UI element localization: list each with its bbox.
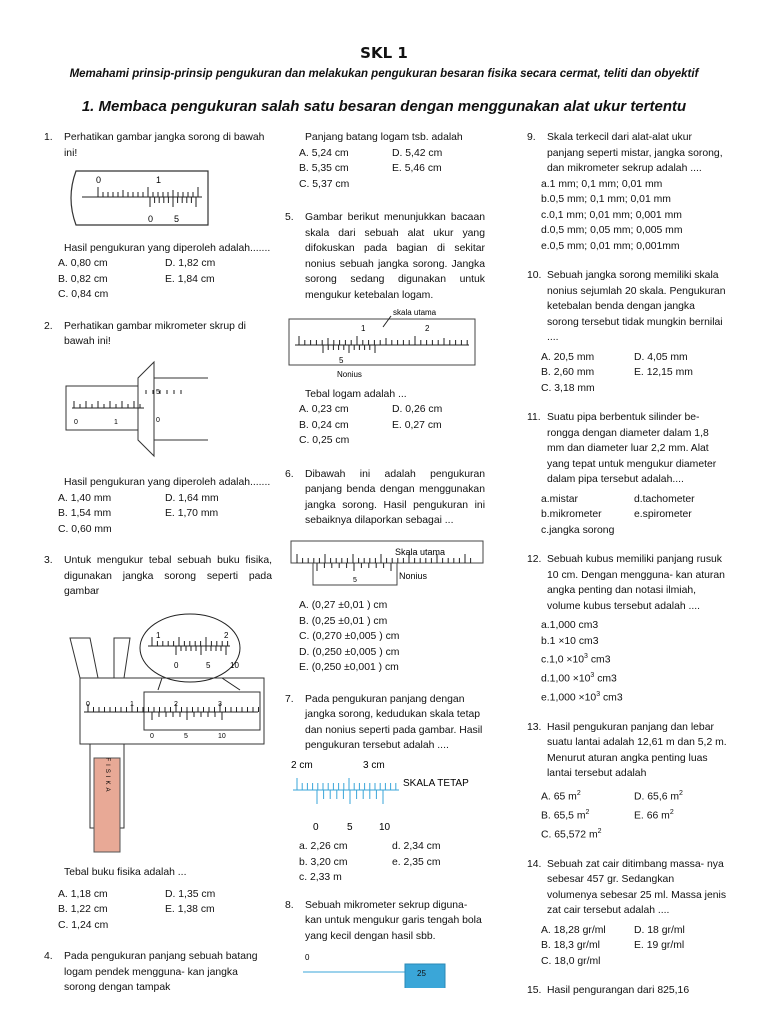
answer-option[interactable]: B. 2,60 mm xyxy=(541,367,595,378)
vernier-figure-7 xyxy=(287,756,483,834)
answer-option[interactable]: $e.1,000 \times 10^3$ cm3 xyxy=(541,690,623,704)
scale-label: SKALA TETAP xyxy=(403,777,469,789)
question-number: 7. xyxy=(285,693,294,705)
vernier-figure-1 xyxy=(62,167,212,229)
answer-option[interactable]: D. 0,26 cm xyxy=(392,404,443,415)
answer-option[interactable]: C. 3,18 mm xyxy=(541,382,595,394)
tick-label: 0 xyxy=(74,418,78,426)
question-number: 10. xyxy=(527,270,542,281)
question-15 xyxy=(527,983,727,999)
column-3 xyxy=(527,130,727,1011)
question-number: 13. xyxy=(527,721,542,733)
page-subtitle: Memahami prinsip-prinsip pengukuran dan melakukan pengukuran besaran fisika secara cermat, teliti dan obyektif xyxy=(69,68,699,80)
answer-option[interactable]: d. 2,34 cm xyxy=(392,841,441,852)
answer-option[interactable]: A. 0,23 cm xyxy=(299,404,349,415)
answer-option[interactable]: B. (0,25 ±0,01 ) cm xyxy=(299,615,388,627)
answer-option[interactable]: $d.1,00 \times 10^3$ cm3 xyxy=(541,671,617,685)
tick-label: 0 xyxy=(156,416,160,424)
answer-options xyxy=(527,492,727,539)
answer-option[interactable]: E. 1,70 mm xyxy=(165,508,219,519)
scale-label: Nonius xyxy=(337,370,362,379)
answer-option[interactable]: E. 1,38 cm xyxy=(165,904,215,915)
tick-label: 5 xyxy=(353,576,357,584)
answer-option[interactable]: E. 12,15 mm xyxy=(634,367,693,378)
answer-options xyxy=(527,786,727,843)
answer-option[interactable]: $c.1,0 \times 10^3$ cm3 xyxy=(541,653,611,666)
tick-label: 0 xyxy=(305,953,310,962)
question-prompt: Tebal buku fisika adalah ... xyxy=(64,867,187,878)
answer-option[interactable]: C. 5,37 cm xyxy=(299,178,350,190)
answer-option[interactable]: b. 3,20 cm xyxy=(299,856,348,868)
question-8 xyxy=(285,898,485,994)
question-number: 6. xyxy=(285,468,294,480)
question-number: 14. xyxy=(527,858,542,870)
answer-option[interactable]: B. 1,54 mm xyxy=(58,508,112,519)
answer-option[interactable]: B. 5,35 cm xyxy=(299,163,349,174)
question-number: 11. xyxy=(527,412,541,423)
answer-option[interactable]: E. 19 gr/ml xyxy=(634,940,685,952)
tick-label: 1 xyxy=(361,324,366,333)
question-text: Sebuah mikrometer sekrup diguna- kan untuk mengukur garis tengah bola yang kecil dengan hasil sbb. xyxy=(305,899,482,942)
question-4 xyxy=(44,949,272,996)
tick-label: 0 xyxy=(86,700,90,708)
question-number: 1. xyxy=(44,132,53,143)
question-number: 5. xyxy=(285,212,294,223)
answer-option[interactable]: A. 18,28 gr/ml xyxy=(541,924,606,936)
answer-options xyxy=(285,839,485,886)
question-text: Suatu pipa berbentuk silinder be- rongga dengan diameter dalam 1,8 mm dan diameter luar 2,2 mm. Alat yang tepat untuk mengukur diameter dalam pipa tersebut adalah.... xyxy=(547,412,717,485)
question-text: Perhatikan gambar jangka sorong di bawah ini! xyxy=(64,132,265,159)
question-number: 8. xyxy=(285,899,294,911)
question-prompt: Hasil pengukuran yang diperoleh adalah....... xyxy=(64,477,271,488)
question-text: Gambar berikut menunjukkan bacaan skala dari sebuah alat ukur yang difokuskan pada bagian di sekitar nonius sebuah jangka sorong. Jangka sorong sedang digunakan untuk mengukur ketebalan logam. xyxy=(305,212,485,301)
answer-options xyxy=(285,598,485,676)
answer-option[interactable]: e. 2,35 cm xyxy=(392,856,441,868)
answer-option[interactable]: D. 5,42 cm xyxy=(392,147,443,159)
answer-options xyxy=(285,146,485,193)
answer-option[interactable]: C. 65,572 $m^2$ xyxy=(541,827,602,841)
unit: cm3 xyxy=(600,692,623,704)
answer-option[interactable]: A. 0,80 cm xyxy=(58,258,108,269)
answer-option[interactable]: c.jangka sorong xyxy=(541,524,615,536)
exponent: 2 xyxy=(576,789,581,797)
answer-options xyxy=(285,402,485,449)
question-text: Perhatikan gambar mikrometer skrup di bawah ini! xyxy=(64,320,246,347)
exponent: 2 xyxy=(669,808,674,816)
question-6 xyxy=(285,467,485,676)
answer-options xyxy=(527,177,727,255)
answer-option[interactable]: b.0,5 mm; 0,1 mm; 0,01 mm xyxy=(541,194,671,205)
unit: cm3 xyxy=(587,654,611,666)
tick-label: 5 xyxy=(156,388,160,396)
answer-option[interactable]: B. 18,3 gr/ml xyxy=(541,940,600,952)
answer-option[interactable]: C. 0,84 cm xyxy=(58,289,109,300)
answer-option[interactable]: D. 1,64 mm xyxy=(165,492,219,504)
tick-label: 5 xyxy=(174,214,180,224)
question-prompt: Panjang batang logam tsb. adalah xyxy=(305,132,463,143)
answer-option[interactable]: C. 0,60 mm xyxy=(58,523,112,535)
question-9 xyxy=(527,130,727,254)
question-number: 2. xyxy=(44,320,53,332)
question-1 xyxy=(44,130,272,303)
answer-option[interactable]: B. 65,5 $m^2$ xyxy=(541,808,590,822)
tick-label: 0 xyxy=(174,660,179,670)
answer-option[interactable]: c. 2,33 m xyxy=(299,872,342,883)
tick-label: 0 xyxy=(96,175,102,185)
question-text: Sebuah kubus memiliki panjang rusuk 10 cm. Dengan mengguna- kan aturan angka penting dan notasi ilmiah, volume kubus tersebut adalah .... xyxy=(547,554,725,612)
answer-option[interactable]: B. 0,24 cm xyxy=(299,419,349,431)
question-text: Pada pengukuran panjang dengan jangka sorong, kedudukan skala tetap dan nonius seperti pada gambar. Hasil pengukuran tersebut adalah .... xyxy=(305,693,483,751)
answer-options xyxy=(527,350,727,397)
answer-option[interactable]: a.mistar xyxy=(541,493,578,505)
answer-option[interactable]: D. 65,6 $m^2$ xyxy=(634,789,683,803)
question-text: Untuk mengukur tebal sebuah buku fisika, digunakan jangka sorong seperti pada gambar xyxy=(64,555,272,597)
answer-option[interactable]: e.0,5 mm; 0,01 mm; 0,001mm xyxy=(541,240,680,252)
answer-option[interactable]: E. 1,84 cm xyxy=(165,273,215,285)
question-prompt: Hasil pengukuran yang diperoleh adalah....... xyxy=(64,242,271,254)
answer-option[interactable]: B. 0,82 cm xyxy=(58,273,108,285)
exponent: 3 xyxy=(596,690,601,698)
question-text: Sebuah jangka sorong memiliki skala nonius sejumlah 20 skala. Pengukuran ketebalan benda dengan jangka sorong tersebut tidak mungkin bernilai .... xyxy=(547,270,726,343)
tick-label: 2 xyxy=(224,630,229,640)
question-text: Hasil pengurangan dari 825,16 xyxy=(547,985,690,997)
answer-options xyxy=(44,491,272,538)
answer-option[interactable]: C. 0,25 cm xyxy=(299,435,350,446)
tick-label: 0 xyxy=(150,732,154,740)
tick-label: 1 xyxy=(114,418,118,426)
answer-option[interactable]: E. 66 $m^2$ xyxy=(634,808,674,822)
tick-label: 1 xyxy=(156,630,161,640)
answer-option[interactable]: b.1 ×10 cm3 xyxy=(541,635,599,647)
answer-options xyxy=(527,618,727,706)
tick-label: 2 xyxy=(174,700,178,708)
tick-label: 10 xyxy=(218,732,226,740)
answer-option[interactable]: A. (0,27 ±0,01 ) cm xyxy=(299,600,388,611)
tick-label: 1 xyxy=(130,700,134,708)
vernier-figure-5 xyxy=(287,305,483,381)
question-number: 15. xyxy=(527,985,542,997)
question-number: 9. xyxy=(527,132,536,143)
column-1 xyxy=(44,130,272,1008)
caliper-book-figure xyxy=(44,608,272,854)
question-12 xyxy=(527,552,727,706)
micrometer-figure xyxy=(62,356,212,464)
tick-label: 2 xyxy=(425,324,430,333)
question-3 xyxy=(44,553,272,933)
question-text: Sebuah zat cair ditimbang massa- nya sebesar 457 gr. Sedangkan volumenya sebesar 25 ml. Massa jenis zat cair tersebut adalah .... xyxy=(547,858,727,917)
scale-label: Skala utama xyxy=(395,546,446,557)
question-13 xyxy=(527,720,727,843)
answer-option[interactable]: B. 1,22 cm xyxy=(58,904,108,915)
tick-label: 5 xyxy=(206,660,211,670)
tick-label: 10 xyxy=(379,821,391,833)
question-text: Skala terkecil dari alat-alat ukur panjang seperti mistar, jangka sorong, dan mikrometer sekrup adalah .... xyxy=(547,132,723,174)
question-prompt: Tebal logam adalah ... xyxy=(305,388,407,400)
page-title: SKL 1 xyxy=(360,44,408,62)
question-text: Dibawah ini adalah pengukuran panjang benda dengan menggunakan jangka sorong. Hasil pengukuran ini sebaiknya dilaporkan sebagai ... xyxy=(305,468,485,526)
answer-options xyxy=(44,256,272,303)
answer-option[interactable]: C. (0,270 ±0,005 ) cm xyxy=(299,631,400,642)
question-4-continued xyxy=(285,130,485,192)
tick-label: 5 xyxy=(347,821,353,833)
question-2 xyxy=(44,319,272,538)
question-5 xyxy=(285,210,485,449)
answer-option[interactable]: A. 1,40 mm xyxy=(58,492,112,504)
question-number: 12. xyxy=(527,554,542,565)
column-2 xyxy=(285,130,485,1006)
answer-option[interactable]: D. (0,250 ±0,005 ) cm xyxy=(299,646,400,658)
exponent: 2 xyxy=(679,789,683,797)
question-number: 4. xyxy=(44,951,53,962)
question-10 xyxy=(527,268,727,396)
tick-label: 10 xyxy=(230,660,239,670)
question-7 xyxy=(285,692,485,886)
question-number: 3. xyxy=(44,555,53,566)
answer-option[interactable]: c.0,1 mm; 0,01 mm; 0,001 mm xyxy=(541,209,682,221)
book-label: FISIKA xyxy=(104,756,110,795)
vernier-figure-6 xyxy=(287,535,487,593)
tick-label: 1 xyxy=(156,175,162,185)
answer-option[interactable]: D. 1,35 cm xyxy=(165,888,216,900)
micrometer-figure-8 xyxy=(287,948,483,988)
answer-option[interactable]: E. (0,250 ±0,001 ) cm xyxy=(299,662,399,673)
answer-option[interactable]: D. 4,05 mm xyxy=(634,351,688,363)
answer-option[interactable]: A. 5,24 cm xyxy=(299,147,349,159)
answer-option[interactable]: C. 18,0 gr/ml xyxy=(541,955,601,967)
section-heading: 1. Membaca pengukuran salah satu besaran dengan menggunakan alat ukur tertentu xyxy=(81,98,687,115)
tick-label: 0 xyxy=(148,214,154,224)
answer-option[interactable]: b.mikrometer xyxy=(541,509,602,520)
question-text: Pada pengukuran panjang sebuah batang logam pendek mengguna- kan jangka sorong dengan tampak xyxy=(64,951,258,993)
unit: cm3 xyxy=(594,673,617,685)
scale-label: skala utama xyxy=(393,308,437,317)
question-11 xyxy=(527,410,727,538)
answer-option[interactable]: E. 0,27 cm xyxy=(392,419,442,431)
scale-label: Nonius xyxy=(399,570,428,581)
answer-option[interactable]: C. 1,24 cm xyxy=(58,919,109,931)
answer-options xyxy=(527,923,727,970)
answer-option[interactable]: D. 1,82 cm xyxy=(165,258,216,269)
answer-option[interactable]: E. 5,46 cm xyxy=(392,163,442,174)
answer-option[interactable]: D. 18 gr/ml xyxy=(634,924,685,936)
exponent: 2 xyxy=(585,808,590,816)
answer-options xyxy=(44,887,272,934)
exponent: 3 xyxy=(590,671,595,679)
answer-option[interactable]: a.1 mm; 0,1 mm; 0,01 mm xyxy=(541,178,663,190)
tick-label: 5 xyxy=(339,356,344,365)
tick-label: 3 xyxy=(218,700,222,708)
answer-option[interactable]: A. 1,18 cm xyxy=(58,888,108,900)
answer-option[interactable]: a. 2,26 cm xyxy=(299,841,348,852)
exponent: 2 xyxy=(597,827,602,835)
question-text: Hasil pengukuran panjang dan lebar suatu lantai adalah 12,61 m dan 5,2 m. Menurut aturan angka penting luas lantai tersebut adalah xyxy=(547,721,727,780)
answer-option[interactable]: a.1,000 cm3 xyxy=(541,620,599,631)
tick-label: 3 cm xyxy=(363,759,385,771)
question-14 xyxy=(527,857,727,970)
tick-label: 5 xyxy=(184,732,188,740)
answer-option[interactable]: A. 65 $m^2$ xyxy=(541,789,581,803)
tick-label: 0 xyxy=(313,821,319,833)
tick-label: 2 cm xyxy=(291,759,313,771)
answer-option[interactable]: A. 20,5 mm xyxy=(541,351,595,363)
tick-label: 25 xyxy=(417,969,426,978)
answer-option[interactable]: d.tachometer xyxy=(634,493,695,505)
answer-option[interactable]: e.spirometer xyxy=(634,509,692,520)
exponent: 3 xyxy=(584,653,588,660)
answer-option[interactable]: d.0,5 mm; 0,05 mm; 0,005 mm xyxy=(541,225,683,236)
